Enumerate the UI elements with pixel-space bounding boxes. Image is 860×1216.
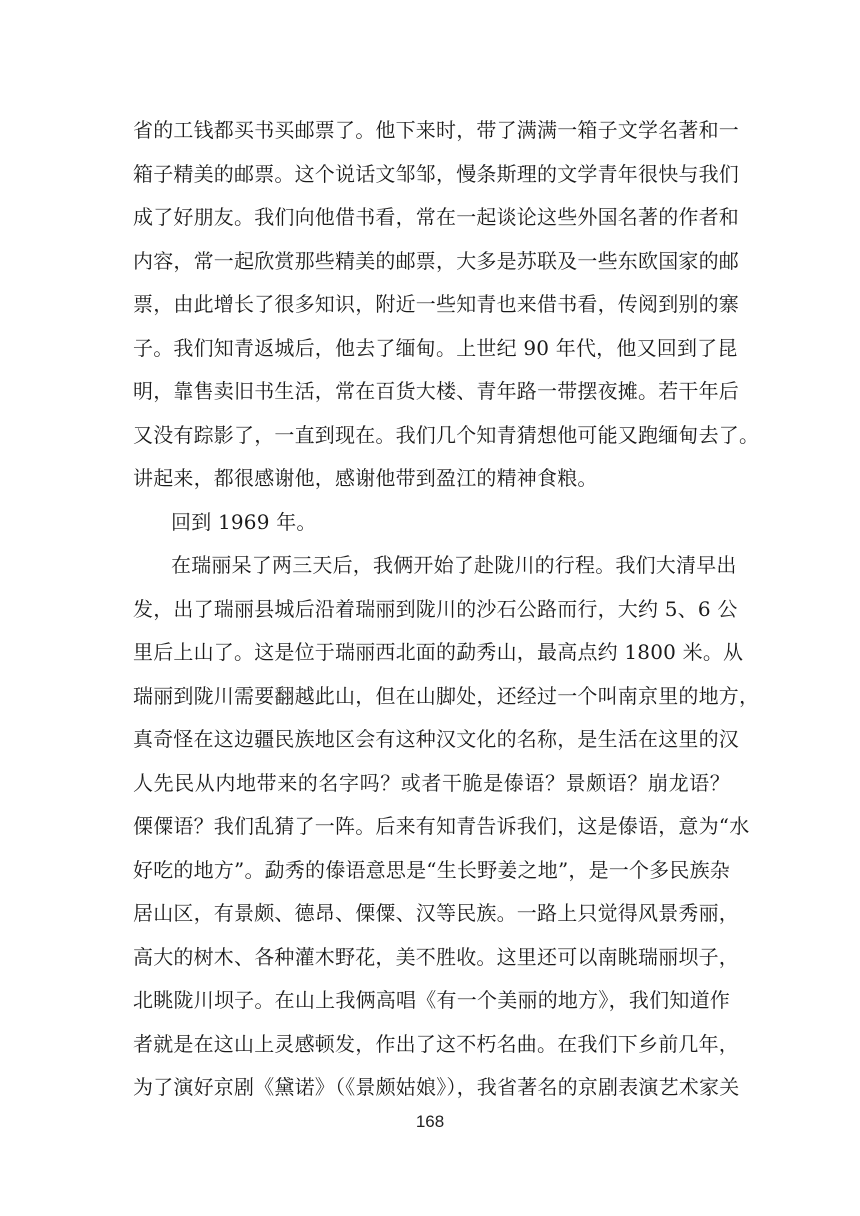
text-line-13: 里后上山了。这是位于瑞丽西北面的勐秀山，最高点约 1800 米。从 — [133, 640, 744, 664]
text-line-21: 北眺陇川坝子。在山上我俩高唱《有一个美丽的地方》，我们知道作 — [133, 988, 730, 1012]
text-line-2: 箱子精美的邮票。这个说话文邹邹，慢条斯理的文学青年很快与我们 — [133, 162, 739, 186]
text-line-10: 回到 1969 年。 — [171, 510, 317, 534]
text-line-11: 在瑞丽呆了两三天后，我俩开始了赴陇川的行程。我们大清早出 — [171, 553, 737, 577]
text-line-9: 讲起来，都很感谢他，感谢他带到盈江的精神食粮。 — [133, 466, 598, 490]
text-line-7: 明，靠售卖旧书生活，常在百货大楼、青年路一带摆夜摊。若干年后 — [133, 379, 739, 403]
text-line-12: 发，出了瑞丽县城后沿着瑞丽到陇川的沙石公路而行，大约 5、6 公 — [133, 597, 738, 621]
text-line-16: 人先民从内地带来的名字吗？或者干脆是傣语？景颇语？崩龙语？ — [133, 771, 730, 795]
text-line-23: 为了演好京剧《黛诺》（《景颇姑娘》），我省著名的京剧表演艺术家关 — [133, 1075, 740, 1099]
text-line-3: 成了好朋友。我们向他借书看，常在一起谈论这些外国名著的作者和 — [133, 205, 739, 229]
text-line-4: 内容，常一起欣赏那些精美的邮票，大多是苏联及一些东欧国家的邮 — [133, 249, 739, 273]
text-line-19: 居山区，有景颇、德昂、傈僳、汉等民族。一路上只觉得风景秀丽， — [133, 901, 739, 925]
text-line-15: 真奇怪在这边疆民族地区会有这种汉文化的名称，是生活在这里的汉 — [133, 727, 739, 751]
text-line-5: 票，由此增长了很多知识，附近一些知青也来借书看，传阅到别的寨 — [133, 292, 739, 316]
page-number: 168 — [415, 1112, 445, 1131]
text-line-22: 者就是在这山上灵感顿发，作出了这不朽名曲。在我们下乡前几年， — [133, 1032, 739, 1056]
text-line-18: 好吃的地方”。勐秀的傣语意思是“生长野姜之地”，是一个多民族杂 — [133, 858, 730, 882]
text-line-6: 子。我们知青返城后，他去了缅甸。上世纪 90 年代，他又回到了昆 — [133, 336, 738, 360]
text-line-17: 傈僳语？我们乱猜了一阵。后来有知青告诉我们，这是傣语，意为“水 — [133, 814, 750, 838]
text-line-20: 高大的树木、各种灌木野花，美不胜收。这里还可以南眺瑞丽坝子， — [133, 945, 739, 969]
text-line-14: 瑞丽到陇川需要翻越此山，但在山脚处，还经过一个叫南京里的地方， — [133, 684, 760, 708]
text-line-1: 省的工钱都买书买邮票了。他下来时，带了满满一箱子文学名著和一 — [133, 118, 739, 142]
text-line-8: 又没有踪影了，一直到现在。我们几个知青猜想他可能又跑缅甸去了。 — [133, 423, 760, 447]
